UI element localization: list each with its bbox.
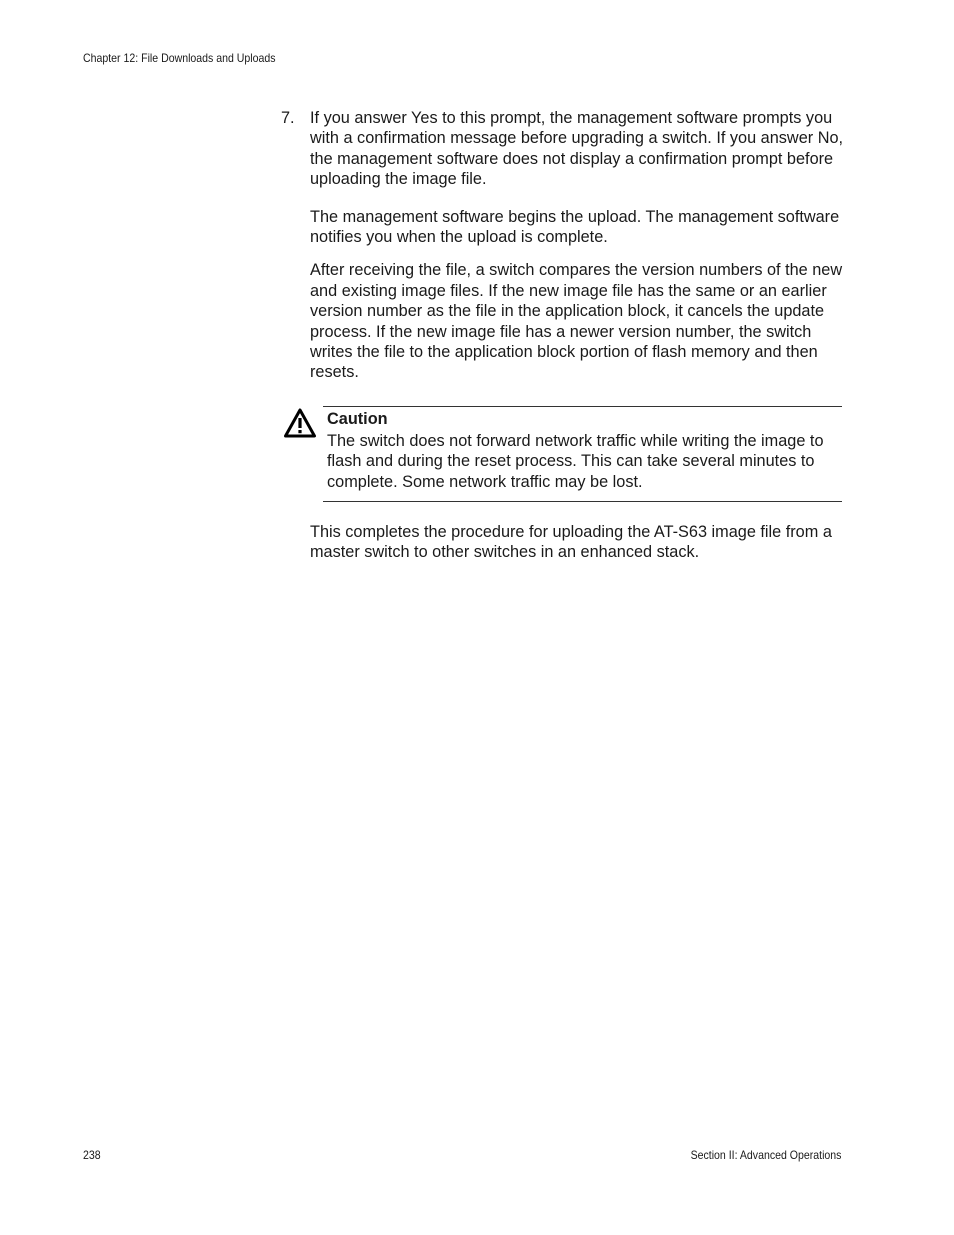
closing-paragraph: This completes the procedure for uploading the AT-S63 image file from a master switch to other switches in an enhanced stack. [310,523,832,562]
warning-triangle-icon [284,408,316,438]
caution-bottom-rule [323,501,842,502]
caution-text: The switch does not forward network traffic while writing the image to flash and during the reset process. This can take several minutes to complete. Some network traffic may be lost. [327,432,824,491]
main-content [281,108,845,383]
page-number: 238 [83,1148,101,1162]
step-text: If you answer Yes to this prompt, the management software prompts you with a confirmation message before upgrading a switch. If you answer No, the management software does not display a confirmation prompt before uploading the image file. [310,109,844,189]
running-header: Chapter 12: File Downloads and Uploads [83,51,276,65]
version-compare-paragraph: After receiving the file, a switch compares the version numbers of the new and existing image files. If the new image file has the same or an earlier version number as the file in the application block, it cancels the update process. If the new image file has a newer version number, the switch writes the file to the application block portion of flash memory and then resets. [310,261,843,382]
caution-box [284,406,842,502]
section-footer: Section II: Advanced Operations [690,1148,841,1162]
caution-title: Caution [327,410,388,428]
upload-begins-paragraph: The management software begins the upload. The management software notifies you when the upload is complete. [310,207,840,247]
step-number: 7. [281,109,295,127]
caution-top-rule [323,406,842,407]
numbered-step [281,108,845,190]
